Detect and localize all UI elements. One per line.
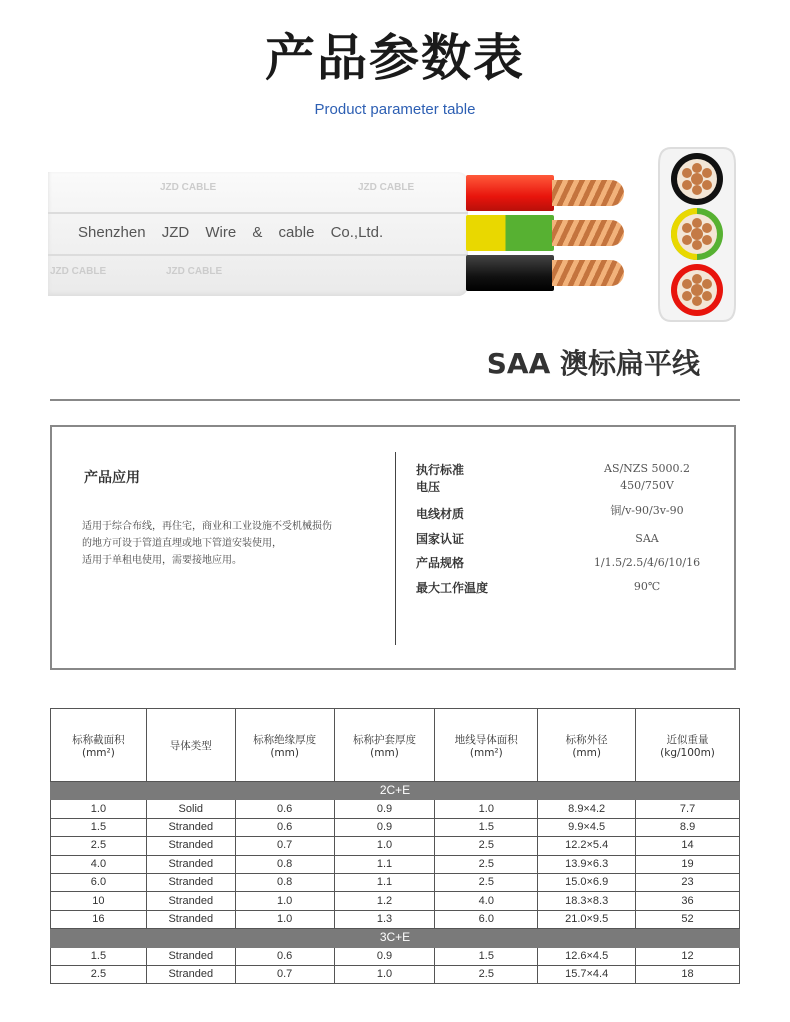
spec-label: 产品规格 bbox=[416, 556, 465, 570]
core-black-section bbox=[671, 153, 723, 205]
spec-label: 最大工作温度 bbox=[416, 581, 489, 595]
col-header: 标称护套厚度 (mm) bbox=[334, 709, 435, 782]
group-row: 3C+E bbox=[51, 929, 740, 947]
spec-value: SAA bbox=[635, 532, 659, 545]
core-red bbox=[466, 175, 554, 211]
application-title: 产品应用 bbox=[84, 470, 140, 486]
watermark: JZD CABLE bbox=[160, 182, 217, 193]
table-row: 2.5 Stranded 0.7 1.0 2.5 12.2×5.4 14 bbox=[51, 837, 740, 855]
table-row: 2.5 Stranded 0.7 1.0 2.5 15.7×4.4 18 bbox=[51, 965, 740, 983]
watermark: JZD CABLE bbox=[358, 182, 415, 193]
vertical-divider bbox=[395, 452, 396, 645]
spec-label: 电线材质 bbox=[416, 507, 465, 521]
col-header: 近似重量 (kg/100m) bbox=[636, 709, 740, 782]
table-row: 1.5 Stranded 0.6 0.9 1.5 9.9×4.5 8.9 bbox=[51, 818, 740, 836]
table-row: 16 Stranded 1.0 1.3 6.0 21.0×9.5 52 bbox=[51, 910, 740, 928]
cable-cross-section bbox=[657, 142, 737, 327]
product-name: SAA 澳标扁平线 bbox=[486, 347, 700, 380]
watermark: JZD CABLE bbox=[166, 266, 223, 277]
parameter-table bbox=[50, 708, 740, 984]
cable-image bbox=[48, 162, 648, 302]
sheath-print: Shenzhen JZD Wire & cable Co.,Ltd. bbox=[78, 224, 384, 241]
col-header: 标称绝缘厚度 (mm) bbox=[235, 709, 334, 782]
copper-strand bbox=[552, 260, 624, 286]
table-row: 1.5 Stranded 0.6 0.9 1.5 12.6×4.5 12 bbox=[51, 947, 740, 965]
spec-label: 执行标准 bbox=[416, 463, 465, 477]
application-text: 的地方可设于管道直埋或地下管道安装使用， bbox=[82, 538, 282, 549]
spec-value: 450/750V bbox=[620, 479, 674, 492]
watermark: JZD CABLE bbox=[50, 266, 107, 277]
section-divider bbox=[50, 399, 740, 401]
group-row: 2C+E bbox=[51, 782, 740, 800]
core-yellow-green-section bbox=[671, 208, 723, 260]
col-header: 标称外径 (mm) bbox=[538, 709, 636, 782]
table-row: 1.0 Solid 0.6 0.9 1.0 8.9×4.2 7.7 bbox=[51, 800, 740, 818]
table-header-row bbox=[51, 709, 740, 782]
spec-value: 铜/v-90/3v-90 bbox=[610, 504, 684, 517]
spec-value: 90℃ bbox=[633, 580, 661, 593]
page-subtitle: Product parameter table bbox=[314, 101, 476, 118]
spec-value: AS/NZS 5000.2 bbox=[604, 462, 690, 475]
core-red-section bbox=[671, 264, 723, 316]
col-header: 导体类型 bbox=[146, 709, 235, 782]
spec-label: 国家认证 bbox=[416, 532, 465, 546]
table-row: 10 Stranded 1.0 1.2 4.0 18.3×8.3 36 bbox=[51, 892, 740, 910]
copper-strand bbox=[552, 220, 624, 246]
col-header: 标称截面积 (mm²) bbox=[51, 709, 147, 782]
core-yellow-green bbox=[466, 215, 554, 251]
core-black bbox=[466, 255, 554, 291]
table-row: 6.0 Stranded 0.8 1.1 2.5 15.0×6.9 23 bbox=[51, 873, 740, 891]
col-header: 地线导体面积 (mm²) bbox=[435, 709, 538, 782]
copper-strand bbox=[552, 180, 624, 206]
spec-value: 1/1.5/2.5/4/6/10/16 bbox=[593, 556, 701, 569]
spec-label: 电压 bbox=[416, 480, 441, 494]
table-row: 4.0 Stranded 0.8 1.1 2.5 13.9×6.3 19 bbox=[51, 855, 740, 873]
page-title: 产品参数表 bbox=[265, 29, 525, 87]
application-text: 适用于单租电使用，需要接地应用。 bbox=[82, 555, 242, 566]
application-text: 适用于综合布线，再住宅，商业和工业设施不受机械损伤 bbox=[82, 521, 332, 532]
product-info-box bbox=[50, 425, 736, 670]
